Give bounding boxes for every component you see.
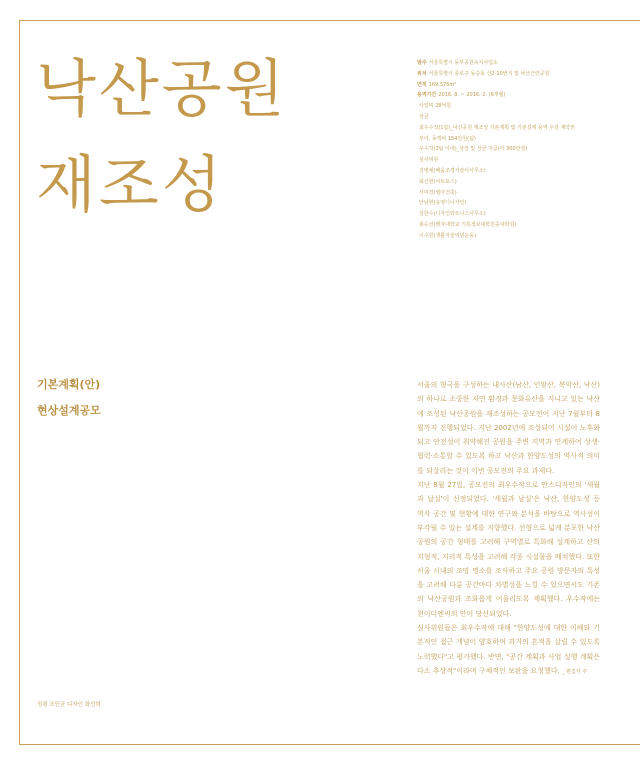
- info-line: 면적 169,376m²: [417, 81, 457, 88]
- project-info-list: [417, 58, 632, 242]
- editor-signature: _ 편집자 주: [562, 668, 588, 675]
- article-paragraph: 서울의 형국을 구성하는 내사산(남산, 인왕산, 북악산, 낙산) 의 하나로 소중한 자연 환경과 문화유산을 지니고 있는 낙산에 조성된 낙산공원을 재조성하는 공모전이 지난 7월부터 8월까지 진행되었다. 지난 2002년에 조성되어 시설이 노후화되고 안전성이 취약해진 공원을 주변 지역과 연계하여 상생·협력·소통할 수 있도록 하고 낙산과 한양도성의 역사적 의미를 되살리는 것이 이번 공모전의 주요 과제다.: [417, 381, 600, 475]
- info-line: 사업비 28억원: [419, 103, 452, 110]
- title-line-2: 재조성: [36, 148, 225, 221]
- info-line: 김한수(디자인와트니스사무소): [419, 211, 486, 218]
- article-paragraph-text: 심사위원들은 최우수작에 대해 "한양도성에 대한 이해와 기본적인 접근 개념이 양호하며 과거의 흔적을 살릴 수 있도록 노력했다"고 평가했다. 반면, "공간 계획과 사업 실행 계획은 다소 추상적"이라며 구체적인 보완을 요청했다.: [417, 624, 600, 675]
- photo-credit: 정평 조민균 디자인 화선희: [37, 702, 101, 708]
- info-line: 최우수작(1팀)_낙산공원 재조성 기본계획 및 기본설계 용역 우선 계약권: [419, 124, 575, 131]
- info-line: 부여, 동액비 154만원(팀): [419, 135, 476, 142]
- info-line: 안남현(유영디나자인): [419, 200, 467, 207]
- info-line: 용역기간 2016. 8. ~ 2016. 2. (6개월): [417, 92, 506, 99]
- info-line: 위치 서울특별시 종로구 동숭동 산2-10번지 및 낙산근린공원: [417, 70, 550, 77]
- title-line-1: 낙산공원: [36, 52, 288, 125]
- info-line: 서미경(엠아건축): [419, 189, 457, 196]
- info-line: 우수작(3팀 이내)_상장 및 상금 지급(각 300만원): [419, 146, 528, 153]
- article-paragraph: [417, 621, 600, 679]
- section-heading-plan: 기본계획(안): [37, 378, 101, 391]
- article-body: [417, 378, 600, 679]
- info-line: 홍승선(행자대학교 기록정보대학원중대학원): [419, 221, 517, 228]
- section-heading-competition: 현상설계공모: [37, 404, 101, 417]
- info-line: 이수원(생활자술역민운동): [419, 232, 477, 239]
- article-paragraph: 지난 8월 27일, 공모전의 최우수작으로 안스디자인의 '세월과 날실'이 선정되었다. '세월과 날실'은 낙산, 한양도성 등 역사 공간 및 현황에 대한 연구와 분석을 바탕으로 역사성이 부각될 수 있는 설계를 지향했다. 선형으로 넓게 분포한 낙산공원의 공간 형태를 고려해 구역별로 특화해 설계하고 산의 지형적, 지리적 특성을 고려해 각종 시설물을 배치했다. 또한 서울 시내의 조망 명소를 조사하고 주요 공원 방문자의 특성을 고려해 다룬 공간마다 차별성을 느낄 수 있으면서도 기존의 낙산공원과 조화롭게 어울리도록 계획했다. 우수작에는 천이디엔씨의 안이 당선되었다.: [417, 481, 600, 618]
- info-line: 최신현(씨토포스): [419, 178, 457, 185]
- info-line: 발주 서울특별시 동부공원녹지사업소: [417, 60, 498, 66]
- info-line: 김병채(배움조경기술사사무소): [419, 167, 486, 174]
- info-line: 심사위원: [419, 157, 439, 164]
- info-line: 상금: [419, 113, 429, 120]
